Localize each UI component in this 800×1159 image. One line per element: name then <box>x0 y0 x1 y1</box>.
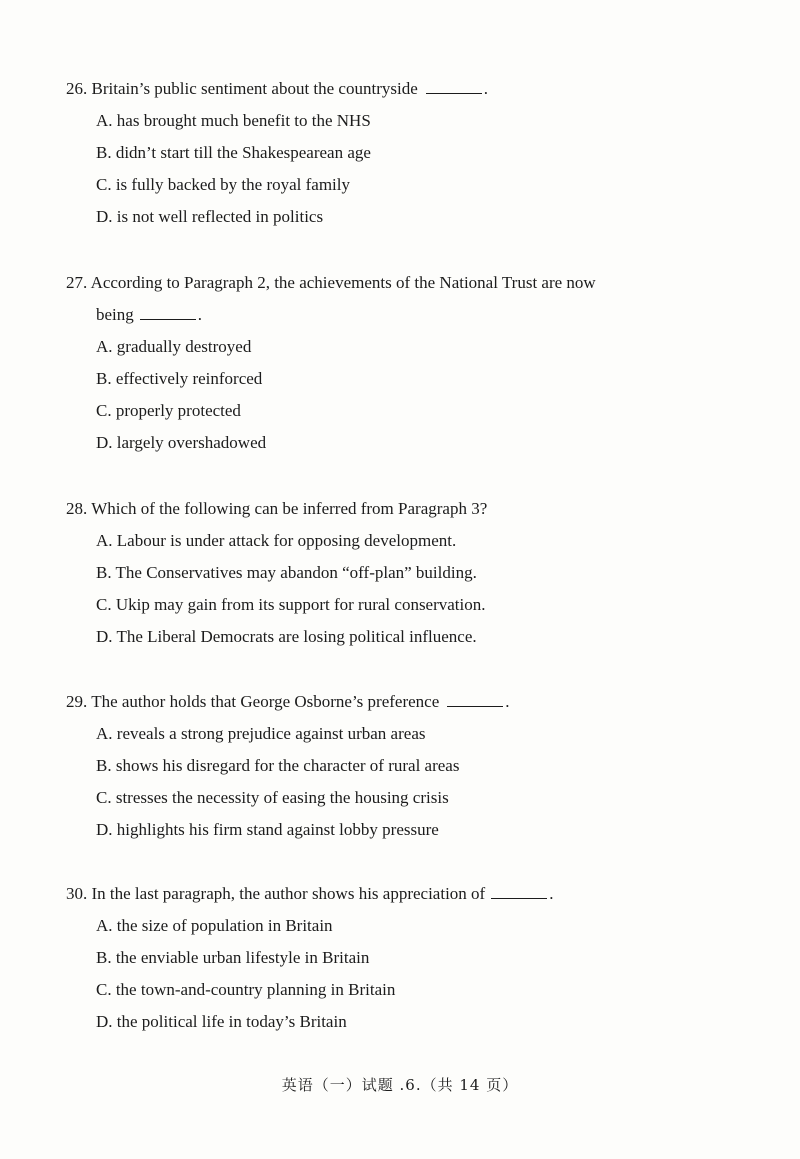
option-a: A. Labour is under attack for opposing development. <box>96 531 457 550</box>
question-number: 30. <box>66 884 88 903</box>
option-b: B. effectively reinforced <box>96 369 263 388</box>
question-stem <box>66 267 706 331</box>
answer-blank <box>491 884 547 899</box>
question-text: Britain’s public sentiment about the countryside <box>91 79 418 98</box>
answer-blank <box>140 305 196 320</box>
question-stem <box>66 73 706 105</box>
option-b: B. shows his disregard for the character of rural areas <box>96 756 460 775</box>
question-stem <box>66 493 706 525</box>
option-b: B. didn’t start till the Shakespearean age <box>96 143 371 162</box>
answer-blank <box>447 692 503 707</box>
question-text-end: . <box>549 884 554 903</box>
option-list <box>66 718 706 846</box>
question-29 <box>66 686 706 846</box>
option-b: B. The Conservatives may abandon “off-plan” building. <box>96 563 477 582</box>
question-text-end: . <box>483 79 488 98</box>
question-27 <box>66 267 706 459</box>
question-text: According to Paragraph 2, the achievements of the National Trust are now <box>90 273 596 292</box>
question-text: The author holds that George Osborne’s preference <box>91 692 440 711</box>
answer-blank <box>426 79 482 94</box>
option-c: C. properly protected <box>96 401 241 420</box>
question-text-continued <box>66 299 706 331</box>
option-a: A. the size of population in Britain <box>96 916 333 935</box>
option-d: D. is not well reflected in politics <box>96 207 324 226</box>
option-d: D. largely overshadowed <box>96 433 267 452</box>
option-list <box>66 525 706 653</box>
option-c: C. is fully backed by the royal family <box>96 175 350 194</box>
question-number: 29. <box>66 692 88 711</box>
question-number: 26. <box>66 79 88 98</box>
option-list <box>66 910 706 1038</box>
question-26 <box>66 73 706 233</box>
question-text-word: being <box>96 305 134 324</box>
option-d: D. The Liberal Democrats are losing political influence. <box>96 627 477 646</box>
question-30 <box>66 878 706 1038</box>
option-d: D. highlights his firm stand against lobby pressure <box>96 820 439 839</box>
question-28 <box>66 493 706 653</box>
option-a: A. gradually destroyed <box>96 337 252 356</box>
question-number: 27. <box>66 273 88 292</box>
option-a: A. has brought much benefit to the NHS <box>96 111 371 130</box>
option-c: C. Ukip may gain from its support for rural conservation. <box>96 595 486 614</box>
question-text: In the last paragraph, the author shows his appreciation of <box>91 884 486 903</box>
question-text: Which of the following can be inferred from Paragraph 3? <box>91 499 488 518</box>
question-text-end: . <box>505 692 510 711</box>
option-c: C. the town-and-country planning in Britain <box>96 980 396 999</box>
option-a: A. reveals a strong prejudice against urban areas <box>96 724 426 743</box>
option-c: C. stresses the necessity of easing the housing crisis <box>96 788 449 807</box>
option-d: D. the political life in today’s Britain <box>96 1012 347 1031</box>
option-b: B. the enviable urban lifestyle in Britain <box>96 948 370 967</box>
question-stem <box>66 686 706 718</box>
question-text-end: . <box>197 305 203 324</box>
option-list <box>66 331 706 459</box>
question-number: 28. <box>66 499 88 518</box>
question-stem <box>66 878 706 910</box>
page-footer: 英语（一）试题 .6.（共 14 页） <box>281 1076 519 1094</box>
option-list <box>66 105 706 233</box>
